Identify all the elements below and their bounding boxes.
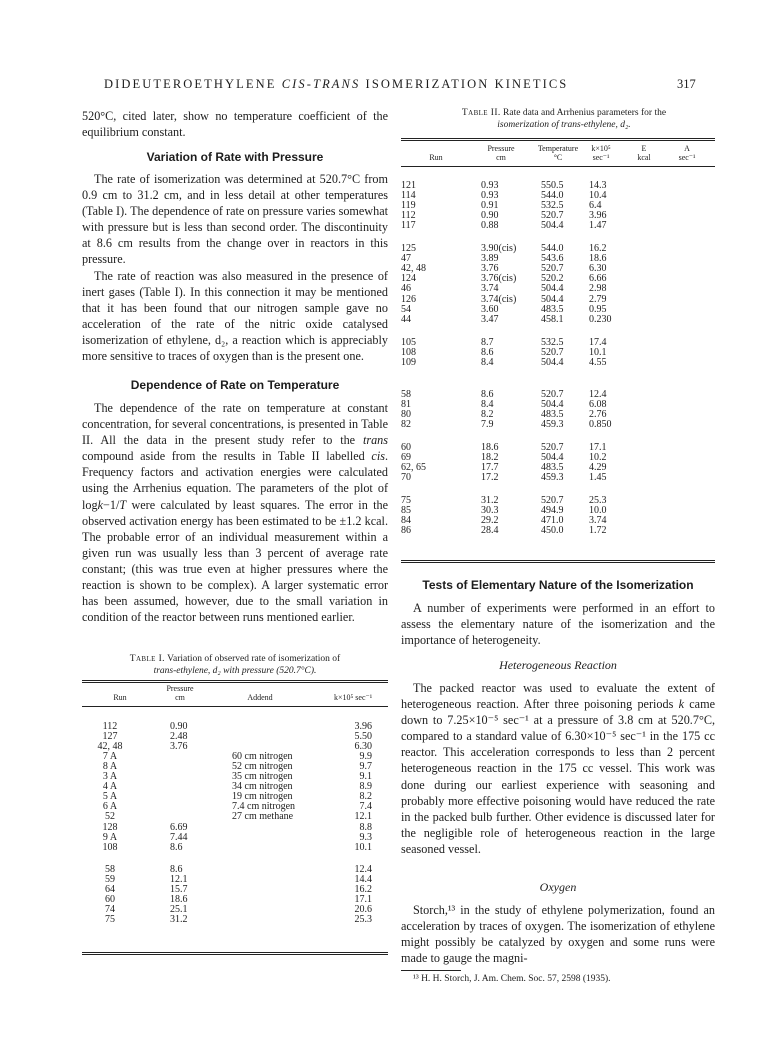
table2-header-rule (401, 166, 715, 167)
table2-cell: 3.76(cis) (481, 273, 517, 285)
table2-cell: 0.93 (481, 180, 499, 191)
table2-header-cell: k×10⁵ sec⁻¹ (591, 144, 611, 162)
section-heading-tests: Tests of Elementary Nature of the Isomerization (422, 578, 694, 592)
table1-cell: 25.3 (354, 913, 372, 925)
table2-cell: 520.7 (541, 263, 564, 275)
table1-cell: 60 (105, 893, 115, 905)
subsection-heterogeneous: Heterogeneous Reaction (499, 658, 617, 672)
table1-cell: 27 cm methane (232, 811, 294, 823)
table-row (82, 885, 388, 895)
table2-cell: 82 (401, 418, 411, 430)
table2-cell: 8.6 (481, 388, 494, 400)
table1-cell: 7.4 cm nitrogen (232, 801, 296, 813)
table2-cell: 8.4 (481, 356, 494, 368)
table2-cell: 8.6 (481, 346, 494, 358)
table1-cell: 108 (102, 841, 118, 853)
table-row (82, 915, 388, 925)
paragraph-heterogeneous (401, 680, 715, 857)
table1-cell: 7.44 (170, 831, 188, 843)
table-row (82, 905, 388, 915)
table2-cell: 504.4 (541, 452, 564, 464)
running-title (104, 77, 568, 92)
table1-cell: 9.7 (359, 761, 372, 773)
table-row (401, 526, 715, 536)
table1-header-cell: Pressure cm (166, 684, 194, 702)
table1-cell: 4 A (102, 781, 118, 793)
table2-cell: 6.30 (589, 263, 607, 275)
table2-cell: 520.7 (541, 388, 564, 400)
table2-cell: 54 (401, 303, 411, 315)
title-part-italic: CIS-TRANS (281, 77, 361, 91)
table2-cell: 62, 65 (401, 462, 426, 474)
table2-cell: 114 (401, 190, 416, 202)
table1-cell: 10.1 (354, 841, 372, 853)
table2-cell: 69 (401, 452, 411, 464)
table2-header-cell: A sec⁻¹ (678, 144, 696, 162)
table2-cell: 80 (401, 408, 411, 420)
table1-cell: 64 (105, 883, 115, 895)
table1-cell: 9 A (102, 831, 118, 843)
table2-header-cell: E kcal (637, 144, 651, 162)
table-row (401, 473, 715, 483)
table2-cell: 17.4 (589, 336, 607, 348)
table2-cell: 458.1 (541, 313, 564, 325)
table1-bottom-rule (82, 952, 388, 955)
table2-cell: 125 (401, 243, 416, 255)
table1-cell: 8.6 (170, 841, 183, 853)
table2-caption-line2: isomerization of trans-ethylene, d₂. (497, 119, 631, 130)
table2-cell: 8.7 (481, 336, 494, 348)
table2-cell: 543.6 (541, 253, 564, 265)
table2-cell: 3.90(cis) (481, 243, 517, 255)
table2-cell: 3.74 (589, 515, 607, 527)
table2-cell: 81 (401, 398, 411, 410)
table2-cell: 520.7 (541, 346, 564, 358)
table1-cell: 3.96 (354, 721, 372, 732)
table2-cell: 46 (401, 283, 411, 295)
table1-top-rule (82, 680, 388, 683)
table1-cell: 0.90 (170, 721, 188, 732)
table-row (82, 895, 388, 905)
table1-cell: 9.9 (359, 751, 372, 763)
table2-cell: 471.0 (541, 515, 564, 527)
table2-cell: 18.2 (481, 452, 499, 464)
table2-cell: 504.4 (541, 220, 564, 232)
table-row (82, 722, 388, 732)
table2-cell: 504.4 (541, 356, 564, 368)
table2-cell: 544.0 (541, 190, 564, 202)
table1-cell: 35 cm nitrogen (232, 771, 293, 783)
table2-cell: 6.08 (589, 398, 607, 410)
text-run: The dependence of the rate on temperature at constant concentration, for several concentrations, is presented in Table II. All the data in the present study refer to the (82, 401, 388, 448)
table2-cell: 544.0 (541, 243, 564, 255)
table2-cell: 532.5 (541, 336, 564, 348)
table1-cell: 12.4 (354, 863, 372, 875)
table2-cell: 3.60 (481, 303, 499, 315)
table-row (82, 843, 388, 853)
table1-cell: 128 (102, 821, 118, 833)
table2-cell: 58 (401, 388, 411, 400)
table2-cell: 2.76 (589, 408, 607, 420)
table2-bottom-rule (401, 560, 715, 563)
table1-cell: 17.1 (354, 893, 372, 905)
italic-T: T (119, 497, 127, 512)
table1-cell: 2.48 (170, 731, 188, 743)
italic-trans: trans (362, 433, 388, 448)
table2-cell: 504.4 (541, 398, 564, 410)
table2-header-cell: Run (429, 153, 443, 162)
table2-cell: 112 (401, 210, 416, 222)
table-row (401, 284, 715, 294)
table2-cell: 124 (401, 273, 416, 285)
table2-cell: 550.5 (541, 180, 564, 191)
table2-cell: 3.96 (589, 210, 607, 222)
running-header (0, 77, 784, 93)
table1-header-cell: k×10⁵ sec⁻¹ (334, 693, 373, 702)
paragraph-tests: A number of experiments were performed in an effort to assess the elementary nature of the isomerization and the importance of heterogeneity. (401, 601, 715, 648)
table-row (82, 875, 388, 885)
table2-cell: 2.79 (589, 293, 607, 305)
table2-cell: 14.3 (589, 180, 607, 191)
table1-header-rule (82, 706, 388, 707)
table1 (82, 684, 388, 959)
table2-cell: 117 (401, 220, 416, 232)
table2-cell: 29.2 (481, 515, 499, 527)
table2-cell: 30.3 (481, 505, 499, 517)
title-part-a: DIDEUTEROETHYLENE (104, 77, 282, 91)
table-row (82, 865, 388, 875)
table1-caption-text: Variation of observed rate of isomerization of (164, 654, 341, 664)
paragraph-temperature (82, 400, 388, 625)
text-run: compound aside from the results in Table II labelled (82, 449, 372, 464)
table2-cell: 3.74 (481, 283, 499, 295)
table2-cell: 3.89 (481, 253, 499, 265)
table2-cell: 504.4 (541, 293, 564, 305)
text-run: −1/ (103, 497, 120, 512)
table1-cell: 5.50 (354, 731, 372, 743)
table2-cell: 25.3 (589, 495, 607, 507)
table2-cell: 86 (401, 525, 411, 537)
table2-cell: 450.0 (541, 525, 564, 537)
paragraph-continuation: 520°C, cited later, show no temperature coefficient of the equilibrium constant. (82, 109, 388, 140)
footnote: ¹³ H. H. Storch, J. Am. Chem. Soc. 57, 2598 (1935). (413, 974, 611, 984)
table1-caption (82, 654, 388, 677)
table1-cell: 14.4 (354, 873, 372, 885)
table2-cell: 0.93 (481, 190, 499, 202)
table2-cell: 31.2 (481, 495, 499, 507)
table2-cell: 3.47 (481, 313, 499, 325)
table2-cell: 6.66 (589, 273, 607, 285)
subsection-oxygen: Oxygen (539, 880, 577, 894)
text-run: . Frequency factors and activation energies were calculated using the Arrhenius equation. The parameters of the plot of log (82, 449, 388, 512)
table2-cell: 8.4 (481, 398, 494, 410)
table1-cell: 127 (102, 731, 118, 743)
table1-cell: 58 (105, 863, 115, 875)
table2-cell: 8.2 (481, 408, 494, 420)
table1-cell: 8.2 (359, 791, 372, 803)
table1-cell: 112 (102, 721, 118, 732)
table2-cell: 10.1 (589, 346, 607, 358)
table2-cell: 483.5 (541, 303, 564, 315)
table1-cell: 6.69 (170, 821, 188, 833)
table1-cell: 7 A (102, 751, 118, 763)
table2-cell: 18.6 (589, 253, 607, 265)
table1-cell: 60 cm nitrogen (232, 751, 293, 763)
italic-cis: cis (371, 449, 385, 464)
table1-cell: 3.76 (170, 741, 188, 753)
table2-cell: 10.0 (589, 505, 607, 517)
table2-cell: 0.90 (481, 210, 499, 222)
table2-cell: 85 (401, 505, 411, 517)
table2-cell: 504.4 (541, 283, 564, 295)
paragraph-oxygen: Storch,¹³ in the study of ethylene polymerization, found an acceleration by traces of oxygen. The isomerization of ethylene might possibly be catalyzed by oxygen and some runs were made to gauge the magni- (401, 903, 715, 966)
table-row (401, 358, 715, 368)
table2-cell: 84 (401, 515, 411, 527)
table2 (401, 142, 715, 557)
table2-cell: 105 (401, 336, 416, 348)
title-part-c: ISOMERIZATION KINETICS (360, 77, 569, 91)
text-run: The packed reactor was used to evaluate the extent of heterogeneous reaction. After three poisoning periods (401, 681, 715, 712)
table-row (401, 221, 715, 231)
table1-cell: 52 (105, 811, 115, 823)
table2-cell: 3.74(cis) (481, 293, 517, 305)
section-heading-pressure: Variation of Rate with Pressure (146, 150, 324, 164)
table2-cell: 520.7 (541, 210, 564, 222)
table2-cell: 18.6 (481, 442, 499, 453)
table2-cell: 520.7 (541, 495, 564, 507)
table2-cell: 0.850 (589, 418, 612, 430)
table-row (82, 732, 388, 742)
table2-cell: 44 (401, 313, 411, 325)
table1-cell: 6.30 (354, 741, 372, 753)
table2-cell: 17.7 (481, 462, 499, 474)
table2-cell: 75 (401, 495, 411, 507)
table1-cell: 6 A (102, 801, 118, 813)
table2-cell: 109 (401, 356, 416, 368)
table1-cell: 18.6 (170, 893, 188, 905)
paragraph-pressure-2: The rate of reaction was also measured in the presence of inert gases (Table I). In this connection it may be mentioned that it has been found that our nitrogen sample gave no acceleration of the rate of the nitric oxide catalysed isomerization of ethylene, d₂, a reaction which is appreciably more sensitive to traces of oxygen than is the present one. (82, 269, 388, 364)
table2-caption (410, 108, 718, 131)
table2-cell: 0.95 (589, 303, 607, 315)
paragraph-pressure-1: The rate of isomerization was determined at 520.7°C from 0.9 cm to 31.2 cm, and in less detail at other temperatures (Table I). The dependence of rate on pressure varies somewhat with pressure but is less than second order. The discontinuity at 8.6 cm results from the change over in reactors in this pressure. (82, 172, 388, 267)
table2-cell: 494.9 (541, 505, 564, 517)
table1-caption-label: Table I. (129, 654, 165, 664)
table2-cell: 483.5 (541, 462, 564, 474)
table1-cell: 5 A (102, 791, 118, 803)
table1-header-cell: Run (113, 693, 127, 702)
italic-k: k (678, 697, 685, 712)
table2-cell: 0.230 (589, 313, 612, 325)
table2-cell: 3.76 (481, 263, 499, 275)
table1-cell: 8 A (102, 761, 118, 773)
table2-cell: 459.3 (541, 418, 564, 430)
table2-header-cell: Temperature °C (537, 144, 579, 162)
italic-k: k (97, 497, 103, 512)
table2-cell: 10.4 (589, 190, 607, 202)
table1-cell: 12.1 (170, 873, 188, 885)
table1-cell: 74 (105, 903, 115, 915)
table1-cell: 8.8 (359, 821, 372, 833)
footnote-rule (401, 970, 461, 971)
table2-cell: 12.4 (589, 388, 607, 400)
table2-cell: 70 (401, 472, 411, 484)
table-row (82, 833, 388, 843)
table2-cell: 60 (401, 442, 411, 453)
text-run: were calculated by least squares. The error in the observed activation energy has been estimated to be ±1.2 kcal. The probable error of an individual measurement within a given run was usually less than 3 percent of average rate constant; (this was true even at higher pressures where the reaction is shown to be complex). A larger systematic error has been assumed, however, due to the small variation in condition of the reactor between runs mentioned earlier. (82, 497, 388, 625)
table1-caption-line2: trans-ethylene, d₂ with pressure (520.7°C). (153, 665, 317, 676)
table1-cell: 12.1 (354, 811, 372, 823)
table1-cell: 42, 48 (97, 741, 123, 753)
table2-cell: 532.5 (541, 200, 564, 212)
table2-cell: 1.72 (589, 525, 607, 537)
table1-header-cell: Addend (247, 693, 273, 702)
table1-cell: 7.4 (359, 801, 372, 813)
table2-cell: 28.4 (481, 525, 499, 537)
table1-cell: 9.3 (359, 831, 372, 843)
table1-cell: 16.2 (354, 883, 372, 895)
table2-cell: 126 (401, 293, 416, 305)
table2-cell: 1.45 (589, 472, 607, 484)
table-row (82, 812, 388, 822)
table2-cell: 6.4 (589, 200, 602, 212)
table2-cell: 17.1 (589, 442, 607, 453)
table1-cell: 34 cm nitrogen (232, 781, 293, 793)
text-run: came down to 7.25×10⁻⁵ sec⁻¹ at a pressure of 3.8 cm at 520.7°C, compared to a standard value of 6.30×10⁻⁵ sec⁻¹ in the 175 cc reactor. This acceleration corresponds to less than 2 percent heterogeneous reaction in the 175 cc vessel. This work was done during our earliest experience with seasoning and probably more effective poisoning would have reduced the rate in the packed bulb further. Other evidence is discussed later for the negligible role of heterogeneous reaction in the large seasoned vessel. (401, 697, 715, 856)
table2-cell: 42, 48 (401, 263, 426, 275)
table2-cell: 1.47 (589, 220, 607, 232)
page-number: 317 (677, 77, 696, 91)
table2-cell: 0.88 (481, 220, 499, 232)
table1-cell: 19 cm nitrogen (232, 791, 293, 803)
table1-cell: 59 (105, 873, 115, 885)
table1-cell: 31.2 (170, 913, 188, 925)
table-row (82, 823, 388, 833)
table2-cell: 520.7 (541, 442, 564, 453)
table2-cell: 16.2 (589, 243, 607, 255)
table2-cell: 459.3 (541, 472, 564, 484)
table1-cell: 20.6 (354, 903, 372, 915)
table2-cell: 520.2 (541, 273, 564, 285)
table1-cell: 25.1 (170, 903, 188, 915)
table2-cell: 121 (401, 180, 416, 191)
table2-cell: 17.2 (481, 472, 499, 484)
section-heading-temperature: Dependence of Rate on Temperature (130, 378, 340, 392)
table2-cell: 7.9 (481, 418, 494, 430)
table-row (401, 420, 715, 430)
table2-cell: 0.91 (481, 200, 499, 212)
table2-cell: 10.2 (589, 452, 607, 464)
table1-cell: 8.6 (170, 863, 183, 875)
table1-cell: 15.7 (170, 883, 188, 895)
table2-top-rule (401, 138, 715, 141)
table1-cell: 3 A (102, 771, 118, 783)
table2-cell: 108 (401, 346, 416, 358)
table2-header-cell: Pressure cm (487, 144, 515, 162)
table1-cell: 75 (105, 913, 115, 925)
table2-cell: 2.98 (589, 283, 607, 295)
table2-caption-label: Table II. (461, 108, 501, 118)
table-row (401, 315, 715, 325)
table2-cell: 4.29 (589, 462, 607, 474)
table2-cell: 119 (401, 200, 416, 212)
table1-cell: 52 cm nitrogen (232, 761, 293, 773)
table2-caption-text: Rate data and Arrhenius parameters for the (500, 108, 667, 118)
table2-cell: 483.5 (541, 408, 564, 420)
table-row (401, 295, 715, 305)
table1-cell: 8.9 (359, 781, 372, 793)
table2-cell: 4.55 (589, 356, 607, 368)
table2-cell: 47 (401, 253, 411, 265)
table1-cell: 9.1 (359, 771, 372, 783)
